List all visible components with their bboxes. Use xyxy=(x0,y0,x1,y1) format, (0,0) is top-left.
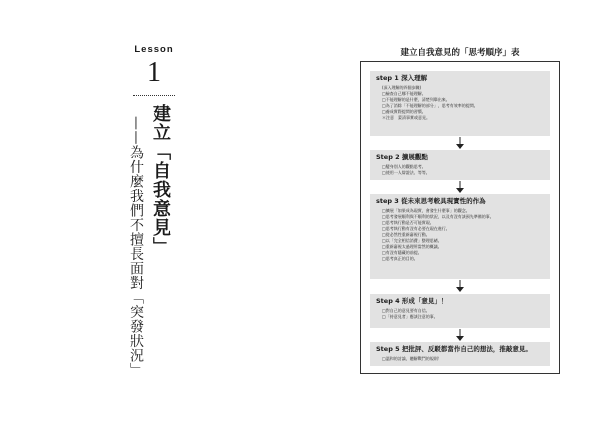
step-2-box xyxy=(370,150,550,180)
step-5-box xyxy=(370,342,550,366)
step-3-box xyxy=(370,194,550,279)
down-arrow-icon xyxy=(452,136,468,150)
down-arrow-icon xyxy=(452,180,468,194)
step-item: □對自己的意見要有自信。 xyxy=(382,308,430,313)
step-1-box xyxy=(370,71,550,136)
step-item: □思考發展順利與不順利的狀況，以及有沒有該預先準備的事。 xyxy=(382,214,494,219)
step-title: Step 4 形成「意見」！ xyxy=(376,297,448,305)
step-item: □有沒有隱藏的前提。 xyxy=(382,250,422,255)
step-item: □不能理解的是什麼，清楚列舉出來。 xyxy=(382,97,450,102)
lesson-title: 建立「自我意見」 xyxy=(150,104,171,256)
step-item: □擴展「如果成為現實，會發生什麼事」的觀念。 xyxy=(382,208,470,213)
step-item: ＊注意 蒙清事實或意見。 xyxy=(382,115,430,120)
step-item: □變身別人的觀點思考。 xyxy=(382,164,426,169)
lesson-number: 1 xyxy=(147,57,161,88)
step-item: □檢查自己哪不能理解。 xyxy=(382,91,426,96)
step-title: Step 2 擴展觀點 xyxy=(376,153,428,161)
step-4-box xyxy=(370,294,550,328)
step-item: □思考執行動是否可能實現。 xyxy=(382,220,434,225)
lesson-label: Lesson xyxy=(134,44,174,55)
down-arrow-icon xyxy=(452,279,468,293)
step-title: step 1 深入理解 xyxy=(376,74,428,82)
step-item: □從必然性重新審視行動。 xyxy=(382,232,430,237)
flowchart-title: 建立自我意見的「思考順序」表 xyxy=(400,48,520,58)
step-title: Step 5 把批評、反駁都當作自己的想法，推敲意見。 xyxy=(376,345,532,353)
step-item: □重新審視太過理所當然的概議。 xyxy=(382,244,442,249)
step-item: □以「完全相信消費」整理思緒。 xyxy=(382,238,442,243)
step-item: □溫和的討論，聽解戰鬥的規則！ xyxy=(382,356,442,361)
step-item: □使用一人辯證法、等等。 xyxy=(382,170,430,175)
step-item: □思考真正的目的。 xyxy=(382,256,418,261)
lesson-subtitle: ——為什麼我們不擅長面對「突發狀況」 xyxy=(128,116,144,377)
dotted-divider xyxy=(133,95,175,96)
step-item: □「持意見者」應該注意的事。 xyxy=(382,314,438,319)
step-title: step 3 從未來思考較具現實性的作為 xyxy=(376,197,486,205)
down-arrow-icon xyxy=(452,328,468,342)
step-item: (深入理解的四個步驟) xyxy=(382,85,422,90)
step-item: □為了消除「不能理解的部分」，思考有效率的提問。 xyxy=(382,103,478,108)
step-item: □思考執行動有沒有必要在現在進行。 xyxy=(382,226,450,231)
step-item: □養成實際提問的習慣。 xyxy=(382,109,426,114)
